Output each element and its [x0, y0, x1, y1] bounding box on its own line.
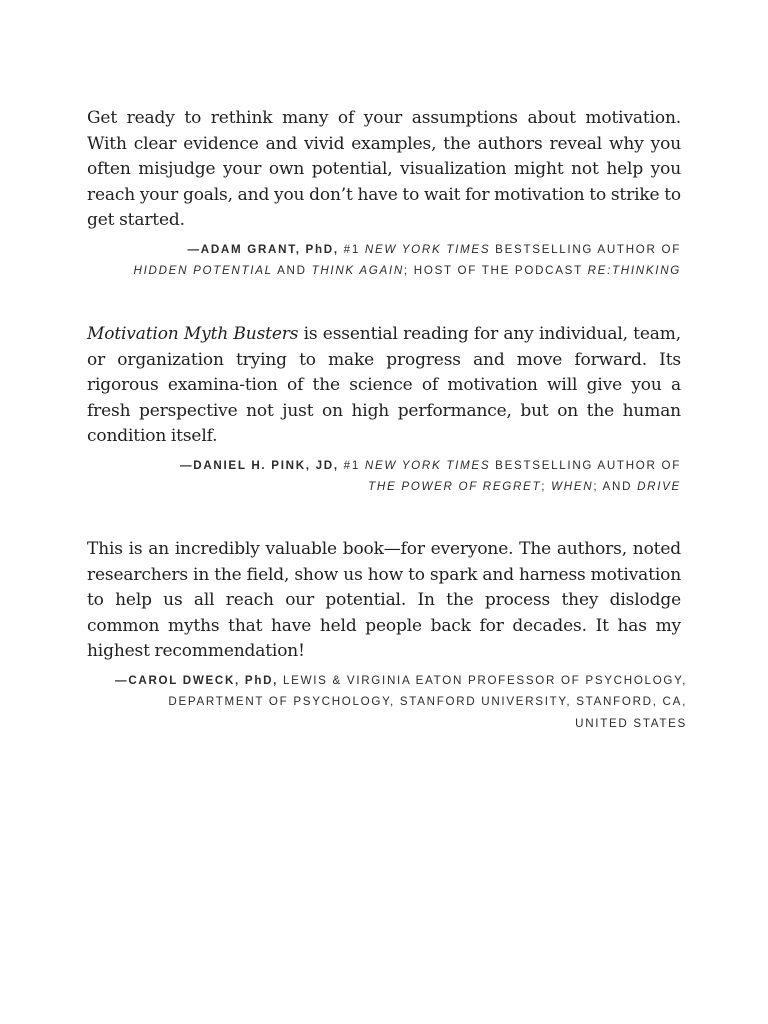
endorsement-quote — [87, 322, 681, 450]
endorsement-quote: Get ready to rethink many of your assumptions about motivation. With clear evidence and vivid examples, the authors reveal why you often misjudge your own potential, visualization might not help you reach your goals, and you don’t have to wait for motivation to strike to get started. — [87, 108, 681, 230]
publication-name: NEW YORK TIMES — [364, 242, 491, 256]
endorsement-daniel-pink — [87, 322, 681, 498]
endorsement-attribution — [87, 239, 681, 282]
attribution-text: BESTSELLING AUTHOR OF — [490, 242, 681, 256]
book-title: WHEN — [551, 480, 594, 493]
em-dash: — — [179, 458, 194, 472]
attribution-line-3: UNITED STATES — [575, 716, 687, 730]
book-title: THE POWER OF REGRET — [368, 480, 542, 493]
book-title: DRIVE — [637, 480, 681, 493]
attribution-line-2 — [87, 260, 681, 282]
author-name — [180, 459, 339, 472]
endorsement-attribution — [87, 670, 687, 735]
attribution-text: LEWIS & VIRGINIA EATON PROFESSOR OF PSYCHOLOGY, — [278, 673, 687, 687]
attribution-line-2: DEPARTMENT OF PSYCHOLOGY, STANFORD UNIVERSITY, STANFORD, CA, — [168, 695, 687, 708]
attribution-line-1 — [87, 239, 681, 261]
attribution-text: #1 — [338, 242, 365, 256]
author-name-text: DANIEL H. PINK, JD, — [193, 458, 339, 472]
author-name — [187, 243, 338, 256]
attribution-text: BESTSELLING AUTHOR OF — [490, 458, 681, 472]
attribution-line-1 — [87, 455, 681, 477]
podcast-title: RE:THINKING — [587, 264, 681, 277]
attribution-line-2 — [87, 476, 681, 498]
author-name-text: ADAM GRANT, PhD, — [200, 242, 339, 256]
quote-text: is essential reading for any individual, team, or organization trying to make progress and move forward. Its rigorous examina-tion of the science of motivation will give you a fresh perspective not just on high performance, but on the human condition itself. — [87, 324, 681, 446]
book-title: Motivation Myth Busters — [87, 324, 299, 344]
attribution-text: AND — [272, 264, 312, 277]
em-dash: — — [115, 673, 129, 687]
author-name-text: CAROL DWECK, PhD, — [128, 673, 279, 687]
attribution-text: ; — [541, 480, 552, 493]
attribution-line-1 — [87, 670, 687, 692]
attribution-text: #1 — [338, 458, 365, 472]
book-title: THINK AGAIN — [311, 264, 404, 277]
em-dash: — — [187, 242, 201, 256]
endorsement-carol-dweck — [87, 537, 687, 734]
attribution-text: ; AND — [593, 480, 638, 493]
attribution-text: ; HOST OF THE PODCAST — [403, 264, 588, 277]
endorsement-adam-grant — [87, 106, 681, 282]
publication-name: NEW YORK TIMES — [364, 458, 491, 472]
author-name — [115, 674, 278, 687]
endorsement-attribution — [87, 455, 681, 498]
endorsement-quote: This is an incredibly valuable book—for everyone. The authors, noted researchers in the field, show us how to spark and harness motivation to help us all reach our potential. In the process they dislodge common myths that have held people back for decades. It has my highest recommendation! — [87, 539, 681, 661]
book-title: HIDDEN POTENTIAL — [133, 264, 273, 277]
